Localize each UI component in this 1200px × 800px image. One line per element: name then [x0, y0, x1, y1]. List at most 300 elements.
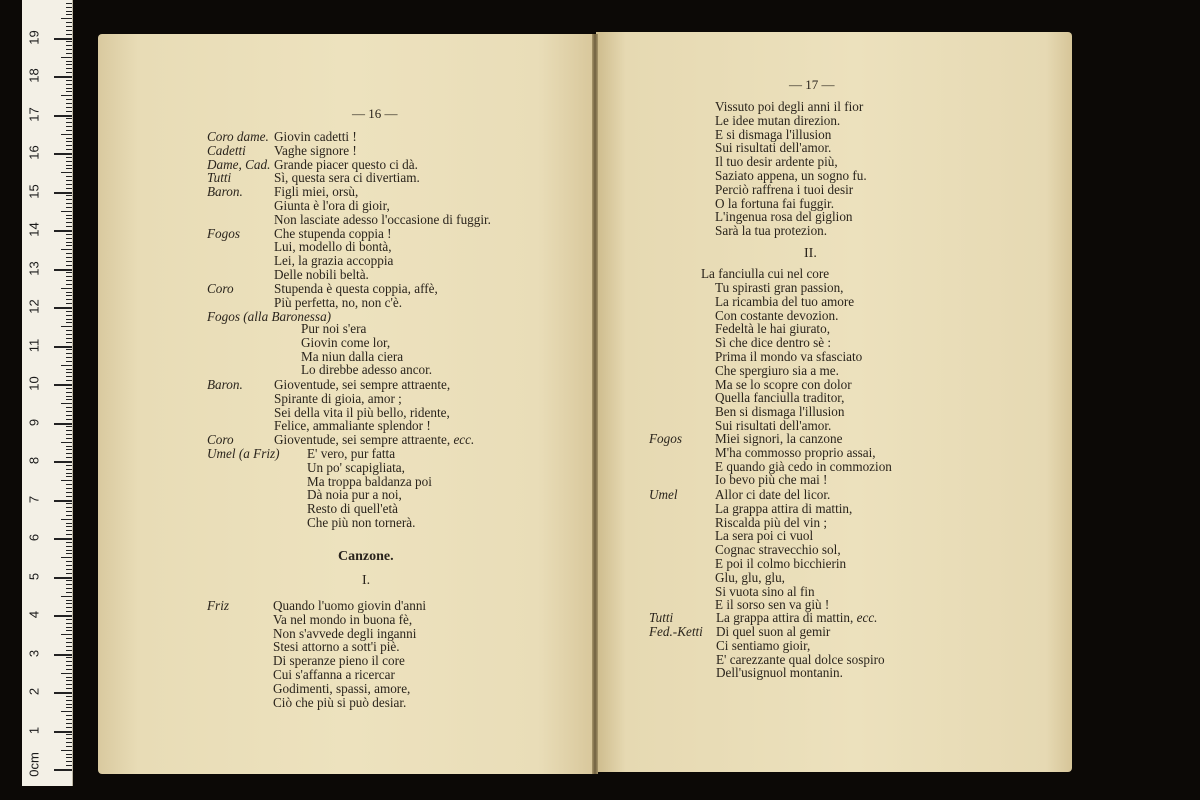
ruler-tick [66, 696, 72, 697]
ruler-tick [61, 596, 72, 597]
ruler-tick [66, 149, 72, 150]
ruler-tick [66, 457, 72, 458]
ruler-tick [66, 446, 72, 447]
speaker-label: Baron. [207, 184, 243, 200]
ruler-tick [66, 322, 72, 323]
ruler-tick [66, 7, 72, 8]
ruler-tick [66, 238, 72, 239]
ruler-tick [66, 542, 72, 543]
verse-line: Ma troppa baldanza poi [307, 473, 432, 489]
ruler-tick [66, 299, 72, 300]
ruler-tick [54, 269, 72, 271]
ruler-tick [66, 573, 72, 574]
ruler-tick [66, 372, 72, 373]
ruler-tick [66, 303, 72, 304]
ruler-tick [61, 557, 72, 558]
ruler-tick [66, 723, 72, 724]
verse-line: Saziato appena, un sogno fu. [715, 168, 867, 183]
ruler-tick [66, 261, 72, 262]
ruler-number: 14 [26, 222, 42, 237]
ruler-tick [66, 473, 72, 474]
ruler-tick [66, 765, 72, 766]
verse-line: Sarà la tua protezion. [715, 223, 828, 239]
ruler-tick [61, 211, 72, 212]
ruler-tick [66, 665, 72, 666]
ruler-tick [66, 188, 72, 189]
verse-line: Riscalda più del vin ; [715, 514, 828, 530]
verse-line: Ben si dismaga l'illusion [715, 404, 845, 420]
ruler-number: 2 [26, 687, 42, 696]
ruler-tick [66, 141, 72, 142]
ruler-tick [66, 292, 72, 293]
ruler-tick [66, 349, 72, 350]
ruler-tick [54, 731, 72, 733]
tutti-ecc: ecc. [856, 610, 878, 625]
ruler-tick [66, 68, 72, 69]
ruler-tick [61, 673, 72, 674]
ruler-tick [66, 72, 72, 73]
ruler-tick [66, 630, 72, 631]
verse-line: Sei della vita il più bello, ridente, [274, 404, 450, 420]
ruler-tick [66, 469, 72, 470]
ruler-tick [66, 276, 72, 277]
ruler-tick [66, 253, 72, 254]
ruler-tick [66, 392, 72, 393]
ruler-tick [54, 230, 72, 232]
verse-line: Le idee mutan direzion. [715, 112, 841, 128]
ruler-tick [66, 41, 72, 42]
speaker-label: Baron. [207, 377, 243, 392]
ruler-tick [66, 607, 72, 608]
ruler-tick [66, 434, 72, 435]
ruler-tick [66, 396, 72, 397]
verse-line: La sera poi ci vuol [715, 528, 814, 544]
verse-line: Vissuto poi degli anni il fior [715, 99, 864, 114]
ruler-tick [66, 222, 72, 223]
ruler-tick [66, 88, 72, 89]
verse-line: Glu, glu, glu, [715, 569, 785, 585]
verse-line: Ma se lo scopre con dolor [715, 376, 852, 392]
verse-line: Spirante di gioia, amor ; [274, 390, 402, 406]
verse-line: Pur noi s'era [301, 321, 367, 336]
verse-line: Quella fanciulla traditor, [715, 390, 845, 406]
ruler-tick [66, 638, 72, 639]
ruler-number: 12 [26, 299, 42, 314]
ruler-tick [66, 342, 72, 343]
verse-line: Gioventude, sei sempre attraente, [274, 377, 451, 392]
verse-line: Di speranze pieno il core [273, 653, 405, 669]
ruler-tick [66, 704, 72, 705]
ruler-tick [61, 249, 72, 250]
ruler-tick [66, 388, 72, 389]
ruler-tick [66, 476, 72, 477]
ruler-tick [61, 365, 72, 366]
measuring-ruler [22, 0, 73, 786]
ruler-tick [66, 111, 72, 112]
ruler-tick [66, 45, 72, 46]
ruler-tick [66, 600, 72, 601]
speaker-fed-ketti: Fed.-Ketti [649, 624, 703, 639]
coro-line [274, 433, 474, 447]
ruler-number: 13 [26, 260, 42, 276]
ruler-tick [66, 553, 72, 554]
verse-line: Grande piacer questo ci dà. [274, 156, 418, 172]
ruler-tick [66, 34, 72, 35]
ruler-tick [66, 453, 72, 454]
ruler-tick [66, 3, 72, 4]
ruler-tick [66, 546, 72, 547]
verse-line: M'ha commosso proprio assai, [715, 444, 876, 460]
ruler-tick [61, 172, 72, 173]
ruler-tick [66, 22, 72, 23]
ruler-tick [66, 646, 72, 647]
ruler-tick [66, 746, 72, 747]
speaker-fogos-aside: Fogos (alla Baronessa) [207, 309, 332, 324]
ruler-tick [66, 534, 72, 535]
verse-line: Io bevo più che mai ! [715, 472, 828, 488]
ruler-tick [61, 403, 72, 404]
verse-line: E' vero, pur fatta [307, 446, 396, 461]
ruler-tick [61, 750, 72, 751]
ruler-tick [66, 207, 72, 208]
ruler-tick [66, 242, 72, 243]
verse-line: Con costante devozion. [715, 307, 839, 323]
ruler-tick [54, 577, 72, 579]
ruler-tick [66, 700, 72, 701]
ruler-tick [66, 130, 72, 131]
ruler-tick [66, 523, 72, 524]
ruler-tick [66, 334, 72, 335]
ruler-tick [54, 115, 72, 117]
speaker-coro: Coro [207, 432, 234, 447]
ruler-tick [66, 438, 72, 439]
ruler-tick [66, 215, 72, 216]
stanza2-first-line: La fanciulla cui nel core [701, 266, 830, 281]
ruler-tick [66, 650, 72, 651]
ruler-tick [66, 203, 72, 204]
ruler-tick [66, 465, 72, 466]
speaker-label: Coro dame. [207, 129, 269, 144]
verse-line: E quando già cedo in commozion [715, 458, 892, 474]
verse-line: Giunta è l'ora di gioir, [274, 198, 390, 213]
verse-line: Va nel mondo in buona fè, [273, 611, 413, 627]
ruler-tick [66, 126, 72, 127]
ruler-tick [54, 307, 72, 309]
ruler-tick [54, 346, 72, 348]
verse-line: Godimenti, spassi, amore, [273, 680, 411, 696]
speaker-umel: Umel [649, 487, 678, 502]
ruler-tick [66, 561, 72, 562]
ruler-number: 4 [26, 610, 42, 619]
verse-line: Giovin cadetti ! [274, 129, 357, 144]
verse-line: Miei signori, la canzone [715, 431, 843, 446]
canzone-title: Canzone. [338, 549, 394, 564]
ruler-tick [66, 26, 72, 27]
canzone-numeral-i: I. [362, 573, 371, 588]
verse-line: Delle nobili beltà. [274, 267, 369, 282]
verse-line: E poi il colmo bicchierin [715, 556, 847, 571]
ruler-number: 19 [26, 29, 42, 45]
ruler-tick [54, 769, 72, 771]
ruler-tick [66, 195, 72, 196]
ruler-tick [61, 95, 72, 96]
ruler-tick [54, 538, 72, 540]
verse-line: Vaghe signore ! [274, 142, 357, 158]
ruler-tick [66, 526, 72, 527]
ruler-tick [66, 754, 72, 755]
ruler-tick [66, 245, 72, 246]
ruler-tick [66, 138, 72, 139]
ruler-tick [66, 488, 72, 489]
ruler-tick [61, 134, 72, 135]
ruler-tick [66, 199, 72, 200]
speaker-label: Tutti [207, 170, 232, 186]
page-number-left: — 16 — [352, 106, 398, 121]
ruler-tick [66, 642, 72, 643]
verse-line: L'ingenua rosa del giglion [715, 209, 853, 225]
ruler-tick [66, 165, 72, 166]
ruler-number: 7 [26, 495, 42, 503]
ruler-tick [66, 64, 72, 65]
verse-line: Si vuota sino al fin [715, 583, 815, 599]
ruler-tick [66, 161, 72, 162]
ruler-tick [66, 761, 72, 762]
ruler-number: 8 [26, 456, 42, 465]
ruler-tick [54, 192, 72, 194]
ruler-number: 10 [26, 376, 42, 391]
ruler-tick [66, 118, 72, 119]
ruler-tick [66, 426, 72, 427]
verse-line: Prima il mondo va sfasciato [715, 349, 863, 364]
ruler-tick [66, 415, 72, 416]
ruler-tick [66, 407, 72, 408]
verse-line: Ciò che più si può desiar. [273, 694, 407, 710]
ruler-tick [61, 634, 72, 635]
speaker-label: Cadetti [207, 142, 246, 158]
ruler-tick [66, 492, 72, 493]
ruler-tick [66, 565, 72, 566]
verse-line: Figli miei, orsù, [274, 184, 359, 200]
ruler-number: 5 [26, 572, 42, 580]
verse-line: Che stupenda coppia ! [274, 225, 392, 241]
verse-line: Perciò raffrena i tuoi desir [715, 181, 854, 197]
ruler-number: 11 [26, 338, 42, 352]
ruler-tick [66, 315, 72, 316]
ruler-tick [61, 57, 72, 58]
ruler-tick [66, 11, 72, 12]
ruler-tick [66, 742, 72, 743]
verse-line: Lo direbbe adesso ancor. [301, 362, 433, 378]
ruler-tick [66, 684, 72, 685]
verse-line: Non s'avvede degli inganni [273, 625, 417, 641]
verse-line: Un po' scapigliata, [307, 459, 405, 475]
ruler-tick [66, 727, 72, 728]
ruler-tick [66, 611, 72, 612]
ruler-tick [66, 507, 72, 508]
ruler-tick [66, 265, 72, 266]
verse-line: E' carezzante qual dolce sospiro [716, 651, 885, 667]
ruler-tick [66, 688, 72, 689]
verse-line: Quando l'uomo giovin d'anni [273, 598, 427, 613]
speaker-label: Dame, Cad. [207, 156, 271, 172]
verse-line: Fedeltà le hai giurato, [715, 321, 830, 337]
ruler-tick [66, 669, 72, 670]
ruler-tick [66, 550, 72, 551]
ruler-tick [66, 218, 72, 219]
verse-line: Stesi attorno a sott'i piè. [273, 639, 400, 655]
ruler-number: 16 [26, 145, 42, 160]
ruler-tick [66, 319, 72, 320]
ruler-number: 6 [26, 533, 42, 542]
ruler-tick [66, 411, 72, 412]
ruler-tick [66, 361, 72, 362]
ruler-tick [54, 654, 72, 656]
ruler-tick [66, 399, 72, 400]
ruler-tick [66, 530, 72, 531]
ruler-tick [66, 627, 72, 628]
verse-line: Dà noia pur a noi, [307, 487, 402, 503]
verse-line: Ci sentiamo gioir, [716, 637, 811, 653]
ruler-tick [66, 99, 72, 100]
ruler-tick [61, 18, 72, 19]
ruler-tick [54, 423, 72, 425]
verse-line: Stupenda è questa coppia, affè, [274, 280, 438, 296]
ruler-tick [66, 496, 72, 497]
ruler-tick [66, 619, 72, 620]
speaker-friz: Friz [207, 598, 229, 613]
ruler-tick [66, 234, 72, 235]
speaker-fogos: Fogos [649, 431, 682, 446]
ruler-number: 3 [26, 649, 42, 657]
speaker-umel-a-friz: Umel (a Friz) [207, 446, 280, 461]
ruler-tick [66, 369, 72, 370]
ruler-tick [66, 623, 72, 624]
ruler-tick [54, 615, 72, 617]
ruler-tick [66, 30, 72, 31]
ruler-tick [61, 711, 72, 712]
verse-line: Sui risultati dell'amor. [715, 140, 832, 156]
ruler-tick [54, 461, 72, 463]
verse-line: Sì che dice dentro sè : [715, 335, 832, 351]
ruler-tick [66, 80, 72, 81]
ruler-tick [66, 295, 72, 296]
ruler-tick [66, 584, 72, 585]
coro-ecc: ecc. [453, 432, 475, 447]
ruler-tick [66, 580, 72, 581]
ruler-tick [61, 326, 72, 327]
ruler-unit-label: 0cm [26, 752, 42, 777]
ruler-tick [66, 338, 72, 339]
ruler-tick [66, 515, 72, 516]
verse-line: Cognac stravecchio sol, [715, 542, 841, 558]
ruler-tick [66, 430, 72, 431]
book-gutter [592, 34, 598, 774]
ruler-tick [61, 288, 72, 289]
numeral-ii: II. [804, 246, 817, 261]
ruler-tick [66, 588, 72, 589]
verse-line: O la fortuna fai fuggir. [715, 195, 835, 211]
ruler-tick [66, 677, 72, 678]
ruler-tick [66, 107, 72, 108]
ruler-tick [66, 84, 72, 85]
ruler-tick [66, 661, 72, 662]
ruler-tick [54, 500, 72, 502]
ruler-tick [66, 603, 72, 604]
ruler-tick [66, 719, 72, 720]
ruler-tick [66, 122, 72, 123]
verse-line: Ma niun dalla ciera [301, 348, 404, 364]
verse-line: Allor ci date del licor. [715, 487, 831, 502]
ruler-tick [66, 14, 72, 15]
ruler-tick [66, 176, 72, 177]
tutti-text: La grappa attira di mattin, [716, 610, 854, 625]
tutti-line [716, 611, 877, 625]
verse-line: Resto di quell'età [307, 501, 399, 517]
ruler-tick [54, 38, 72, 40]
verse-line: Sì, questa sera ci divertiam. [274, 170, 420, 186]
verse-line: Sui risultati dell'amor. [715, 418, 832, 433]
ruler-tick [66, 284, 72, 285]
ruler-tick [66, 357, 72, 358]
verse-line: Non lasciate adesso l'occasione di fuggir. [274, 211, 491, 227]
ruler-tick [66, 449, 72, 450]
ruler-tick [66, 419, 72, 420]
verse-line: Che spergiuro sia a me. [715, 362, 839, 378]
ruler-tick [66, 511, 72, 512]
verse-line: Lei, la grazia accoppia [274, 253, 394, 269]
speaker-tutti: Tutti [649, 610, 674, 625]
ruler-tick [61, 519, 72, 520]
ruler-number: 9 [26, 418, 42, 426]
ruler-tick [66, 503, 72, 504]
ruler-tick [66, 226, 72, 227]
ruler-tick [66, 680, 72, 681]
ruler-tick [54, 76, 72, 78]
verse-line: La ricambia del tuo amore [715, 293, 855, 309]
verse-line: Dell'usignuol montanin. [716, 665, 843, 681]
coro-text: Gioventude, sei sempre attraente, [274, 432, 451, 447]
ruler-tick [66, 657, 72, 658]
ruler-tick [66, 53, 72, 54]
ruler-tick [66, 257, 72, 258]
ruler-tick [54, 384, 72, 386]
ruler-tick [66, 707, 72, 708]
speaker-label: Coro [207, 280, 234, 296]
ruler-tick [61, 480, 72, 481]
verse-line: Che più non tornerà. [307, 515, 416, 530]
ruler-tick [54, 692, 72, 694]
ruler-number: 1 [26, 726, 42, 734]
ruler-tick [66, 280, 72, 281]
ruler-tick [66, 376, 72, 377]
ruler-number: 17 [26, 106, 42, 122]
ruler-tick [66, 734, 72, 735]
verse-line: Di quel suon al gemir [716, 624, 831, 639]
verse-line: Giovin come lor, [301, 334, 391, 350]
ruler-tick [66, 715, 72, 716]
ruler-tick [66, 49, 72, 50]
ruler-tick [66, 353, 72, 354]
ruler-tick [66, 91, 72, 92]
ruler-tick [66, 184, 72, 185]
verse-line: Più perfetta, no, non c'è. [274, 294, 402, 310]
verse-line: Tu spirasti gran passion, [715, 280, 844, 295]
ruler-tick [66, 180, 72, 181]
ruler-tick [66, 311, 72, 312]
ruler-tick [66, 272, 72, 273]
ruler-tick [66, 168, 72, 169]
verse-line: Felice, ammaliante splendor ! [274, 418, 431, 434]
